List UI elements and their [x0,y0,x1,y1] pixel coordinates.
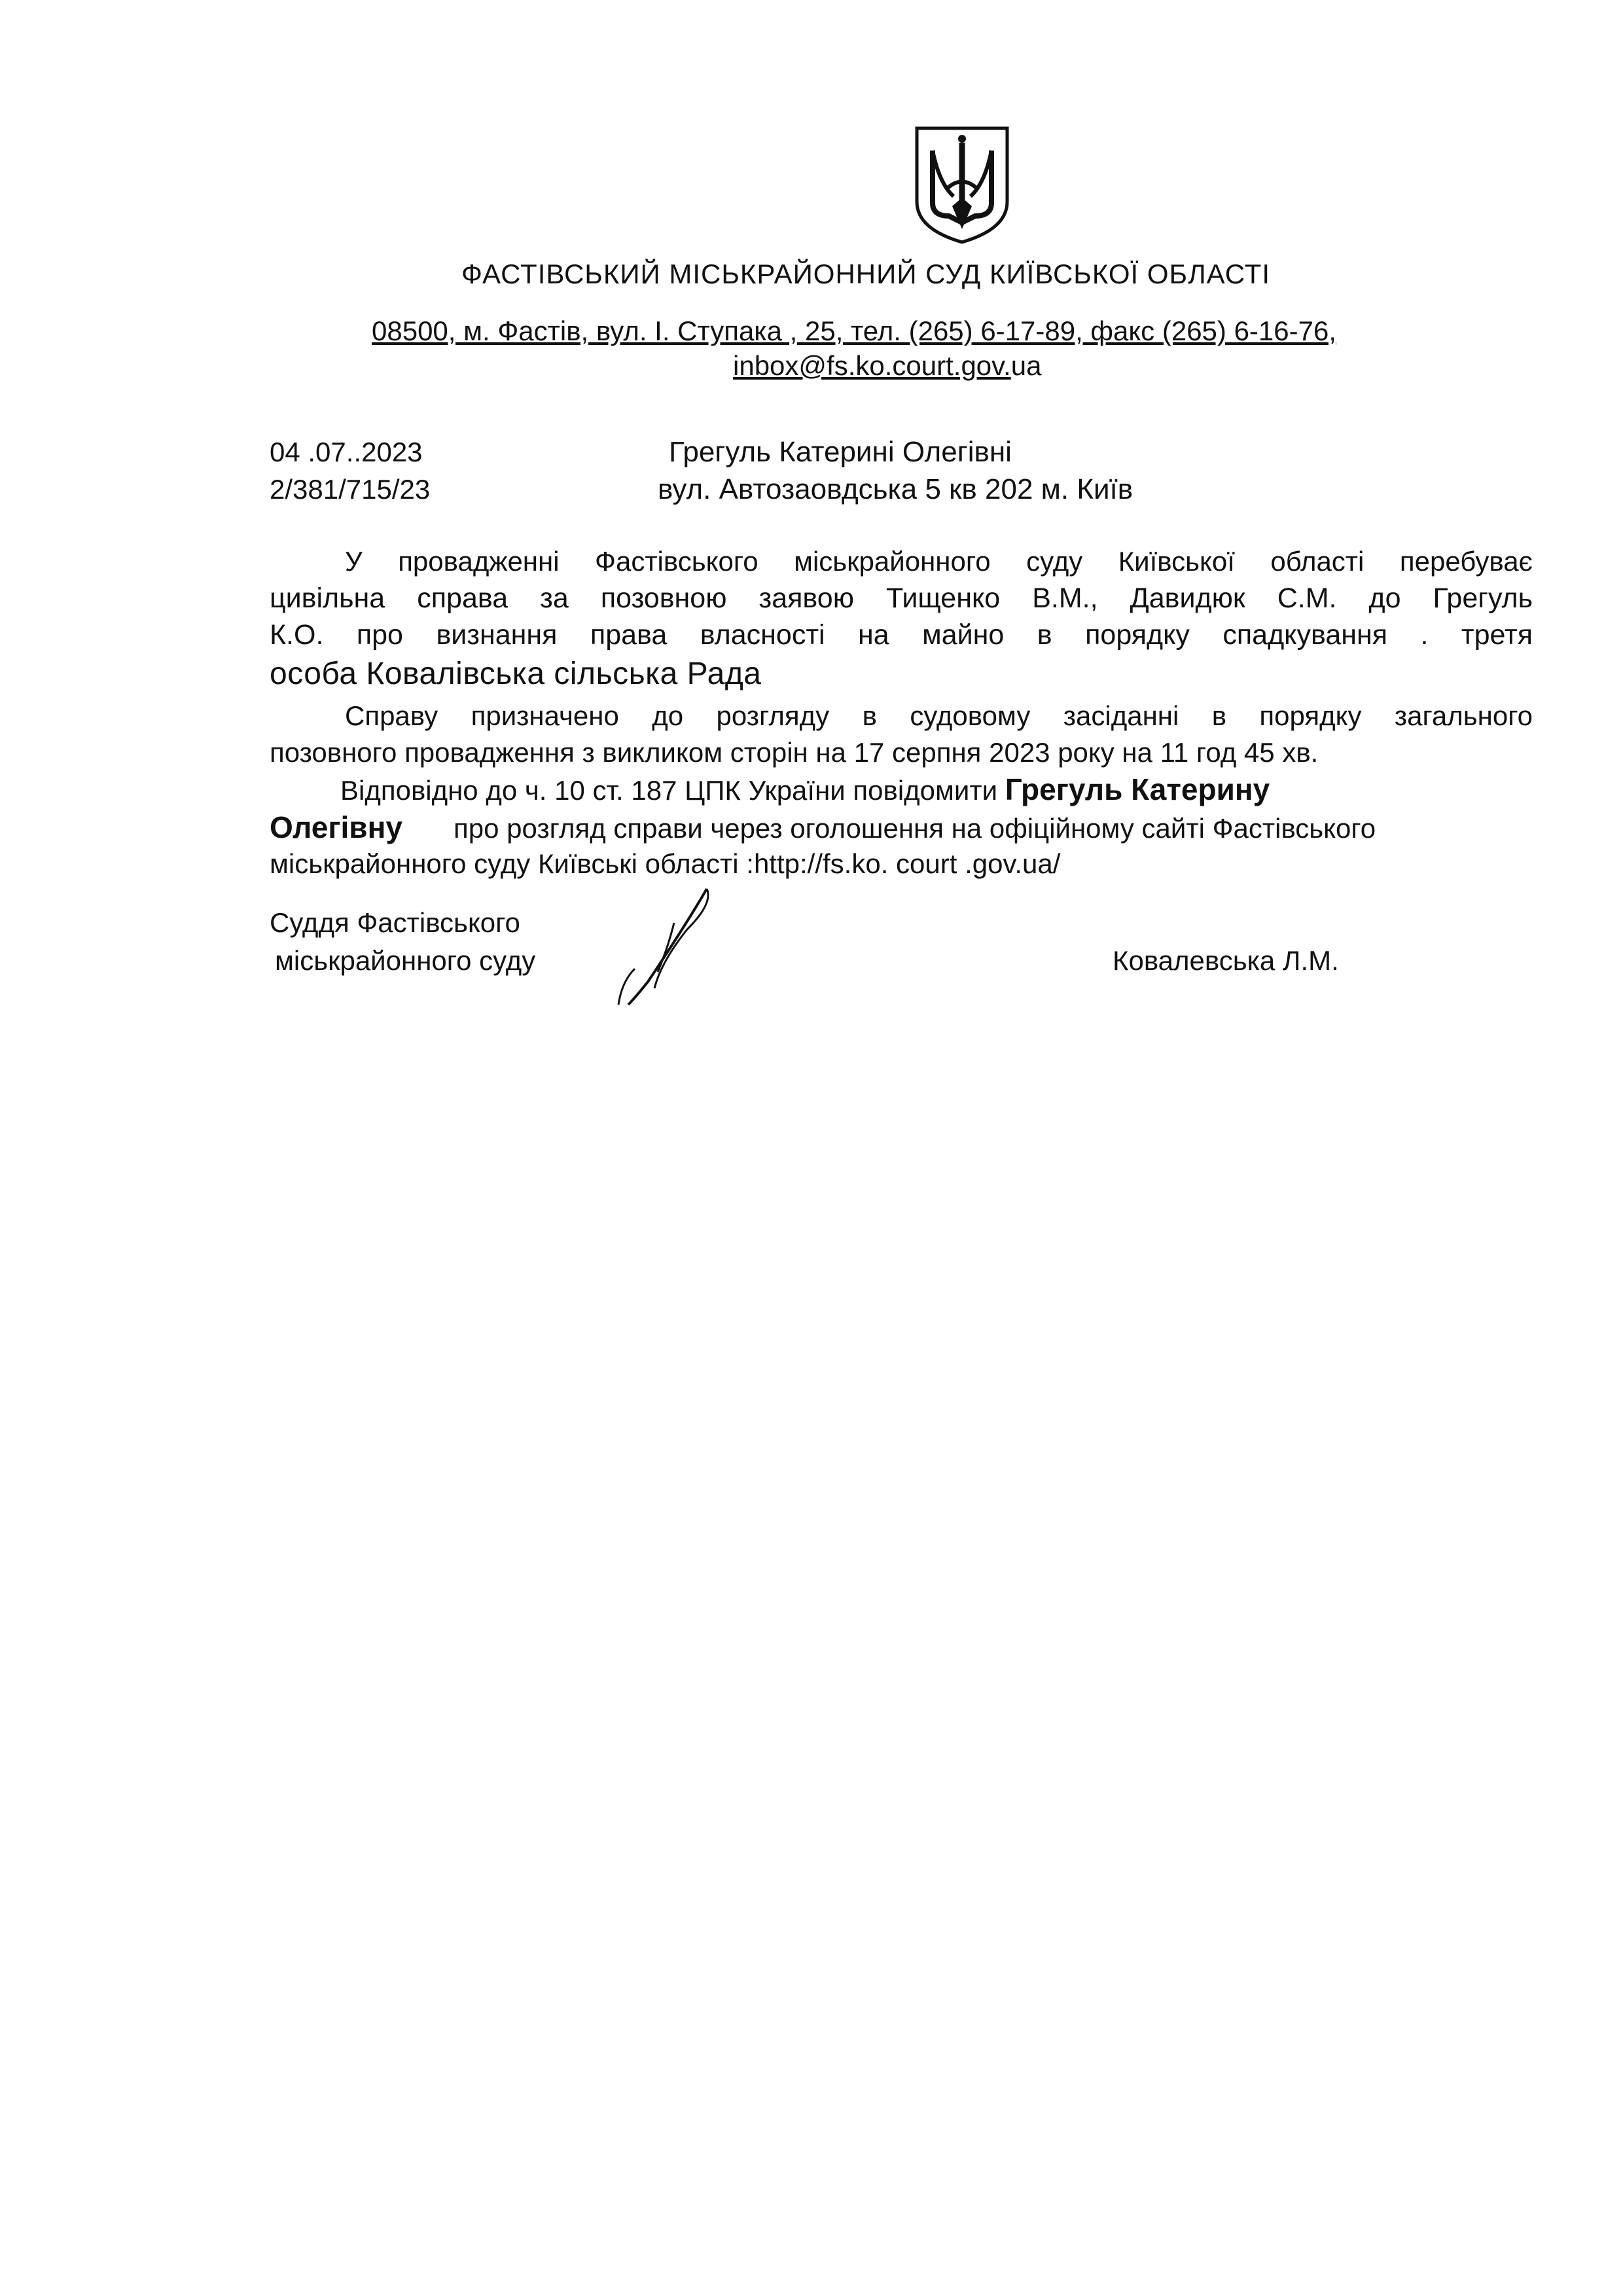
email-tail: ua [1010,350,1042,381]
trident-coat-of-arms-icon [913,124,1011,245]
judge-title-line2: міськрайонного суду [275,945,536,976]
handwritten-signature [609,884,720,1008]
p3-recipient-bold: Грегуль Катерину [1005,772,1270,806]
p3-line2 [270,810,1376,846]
letter-date: 04 .07..2023 [270,437,423,467]
p2-line2: позовного провадження з викликом сторін на 17 серпня 2023 року на 11 год 45 хв. [270,737,1319,768]
court-name: ФАСТІВСЬКИЙ МІСЬКРАЙОННИЙ СУД КИЇВСЬКОЇ ОБЛАСТІ [461,259,1271,289]
email-underlined: inbox@fs.ko.court.gov. [733,350,1011,381]
judge-name: Ковалевська Л.М. [1113,945,1339,976]
p3-line2-text: про розгляд справи через оголошення на офіційному сайті Фастівського [453,813,1376,844]
p1-line4: особа Ковалівська сільська Рада [270,656,762,691]
court-address: 08500, м. Фастів, вул. І. Ступака , 25, тел. (265) 6-17-89, факс (265) 6-16-76, [372,315,1336,346]
p3-line1 [340,772,1270,808]
p1-line1: У провадженні Фастівського міськрайонного суду Київської області перебуває [345,546,1533,577]
p1-line3: К.О. про визнання права власності на майно в порядку спадкування . третя [270,619,1533,651]
court-email [733,350,1041,382]
recipient-address: вул. Автозаовдська 5 кв 202 м. Київ [658,473,1133,505]
p3-line3: міськрайонного суду Київські області :http://fs.ko. court .gov.ua/ [270,848,1061,879]
p2-line1: Справу призначено до розгляду в судовому засіданні в порядку загального [345,700,1533,731]
p3-recipient-patronymic: Олегівну [270,810,402,844]
p3-line1-text: Відповідно до ч. 10 ст. 187 ЦПК України повідомити [340,775,998,806]
recipient-name: Грегуль Катерині Олегівні [669,436,1012,468]
p1-line2: цивільна справа за позовною заявою Тищенко В.М., Давидюк С.М. до Грегуль [270,583,1533,614]
case-number: 2/381/715/23 [270,474,431,505]
judge-title-line1: Суддя Фастівського [270,907,520,938]
